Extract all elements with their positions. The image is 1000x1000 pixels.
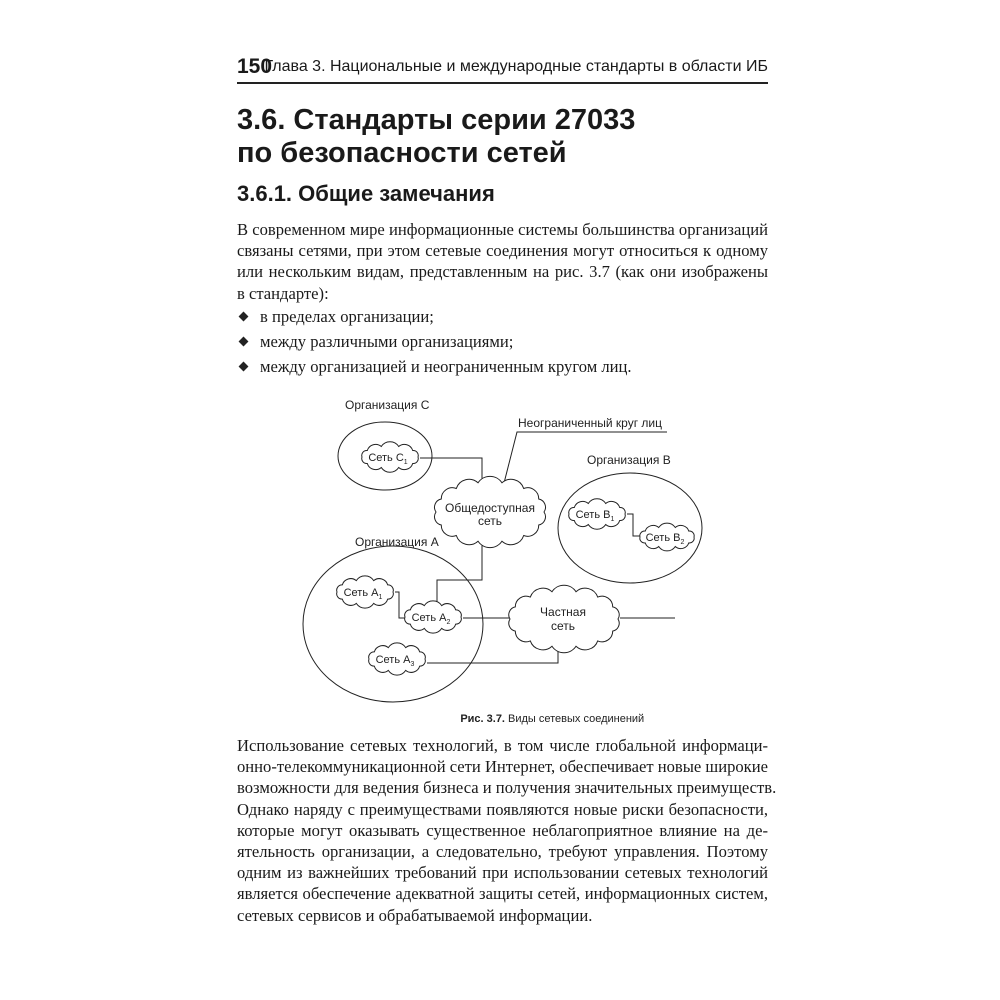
net-b2-label: Сеть $B_2$ <box>645 532 685 546</box>
link-b1-b2 <box>627 514 640 536</box>
net-subscript: 1 <box>610 516 615 523</box>
network-diagram <box>300 390 710 730</box>
bullet-text: в пределах организации; <box>260 307 434 326</box>
text-line: возможности для ведения бизнеса и получения значительных преимуществ. <box>237 778 777 798</box>
net-c1-label: Сеть $C_1$ <box>368 452 408 466</box>
public-net-label: Общедоступная <box>445 501 535 515</box>
org-c-label: Организация C <box>345 398 430 412</box>
org-a-label: Организация A <box>355 535 439 549</box>
running-header: Глава 3. Национальные и международные стандарты в области ИБ <box>264 58 768 75</box>
text-line: ятельность организации, а следовательно, требуют управления. Поэтому <box>237 842 768 862</box>
text-line: которые могут оказывать существенное неблагоприятное влияние на де- <box>237 820 768 840</box>
net-subscript: 2 <box>446 619 451 626</box>
text-line: Использование сетевых технологий, в том числе глобальной информаци- <box>237 736 768 755</box>
diamond-bullet-icon <box>239 337 249 347</box>
text-line: является обеспечение адекватной защиты сетей, информационных систем, <box>237 884 768 904</box>
text-line: или нескольким видам, представленным на рис. 3.7 (как они изображены <box>237 262 768 282</box>
unlimited-label: Неограниченный круг лиц <box>518 416 662 430</box>
text-line: в стандарте): <box>237 283 329 303</box>
bullet-text: между организацией и неограниченным кругом лиц. <box>260 357 632 376</box>
bullet-item <box>237 357 632 377</box>
link-private-a3 <box>427 649 558 663</box>
text-line: одним из важнейших требований при использовании сетевых технологий <box>237 863 768 883</box>
diamond-bullet-icon <box>239 362 249 372</box>
text-line: Однако наряду с преимуществами появляются новые риски безопасности, <box>237 799 768 819</box>
subsection-title: 3.6.1. Общие замечания <box>237 181 495 206</box>
section-title-line: 3.6. Стандарты серии 27033 <box>237 104 636 136</box>
private-net-label: Частная <box>540 605 586 619</box>
text-line: связаны сетями, при этом сетевые соединения могут относиться к одному <box>237 241 768 261</box>
bullet-item <box>237 307 434 327</box>
text-line: онно-телекоммуникационной сети Интернет, обеспечивает новые широкие <box>237 757 768 777</box>
net-a1-label: Сеть $A_1$ <box>343 587 383 601</box>
section-title <box>237 104 635 170</box>
net-a2-label: Сеть $A_2$ <box>411 612 451 626</box>
link-a1-a2 <box>395 592 405 618</box>
public-net-label: сеть <box>477 514 503 528</box>
section-title-line: по безопасности сетей <box>237 137 567 169</box>
diamond-bullet-icon <box>239 312 249 322</box>
private-net-label: сеть <box>550 619 576 633</box>
net-b1-label: Сеть $B_1$ <box>575 509 615 523</box>
text-line: сетевых сервисов и обрабатываемой информации. <box>237 905 593 925</box>
net-a3-label: Сеть $A_3$ <box>375 654 415 668</box>
net-subscript: 2 <box>680 539 685 546</box>
figure-caption-number: Рис. 3.7. <box>460 713 505 725</box>
org-b-label: Организация B <box>587 453 671 467</box>
page-number: 150 <box>237 55 273 78</box>
bullet-item <box>237 332 513 352</box>
closing-paragraph <box>237 735 777 926</box>
net-subscript: 1 <box>403 459 408 466</box>
link-public-a2 <box>437 545 482 603</box>
link-c1-public <box>420 458 482 482</box>
net-subscript: 1 <box>378 594 383 601</box>
bullet-text: между различными организациями; <box>260 332 514 351</box>
figure-caption-text: Виды сетевых соединений <box>508 713 645 725</box>
intro-paragraph <box>237 219 768 304</box>
net-subscript: 3 <box>410 661 415 668</box>
header-rule <box>237 82 768 84</box>
text-line: В современном мире информационные системы большинства организаций <box>237 220 768 239</box>
